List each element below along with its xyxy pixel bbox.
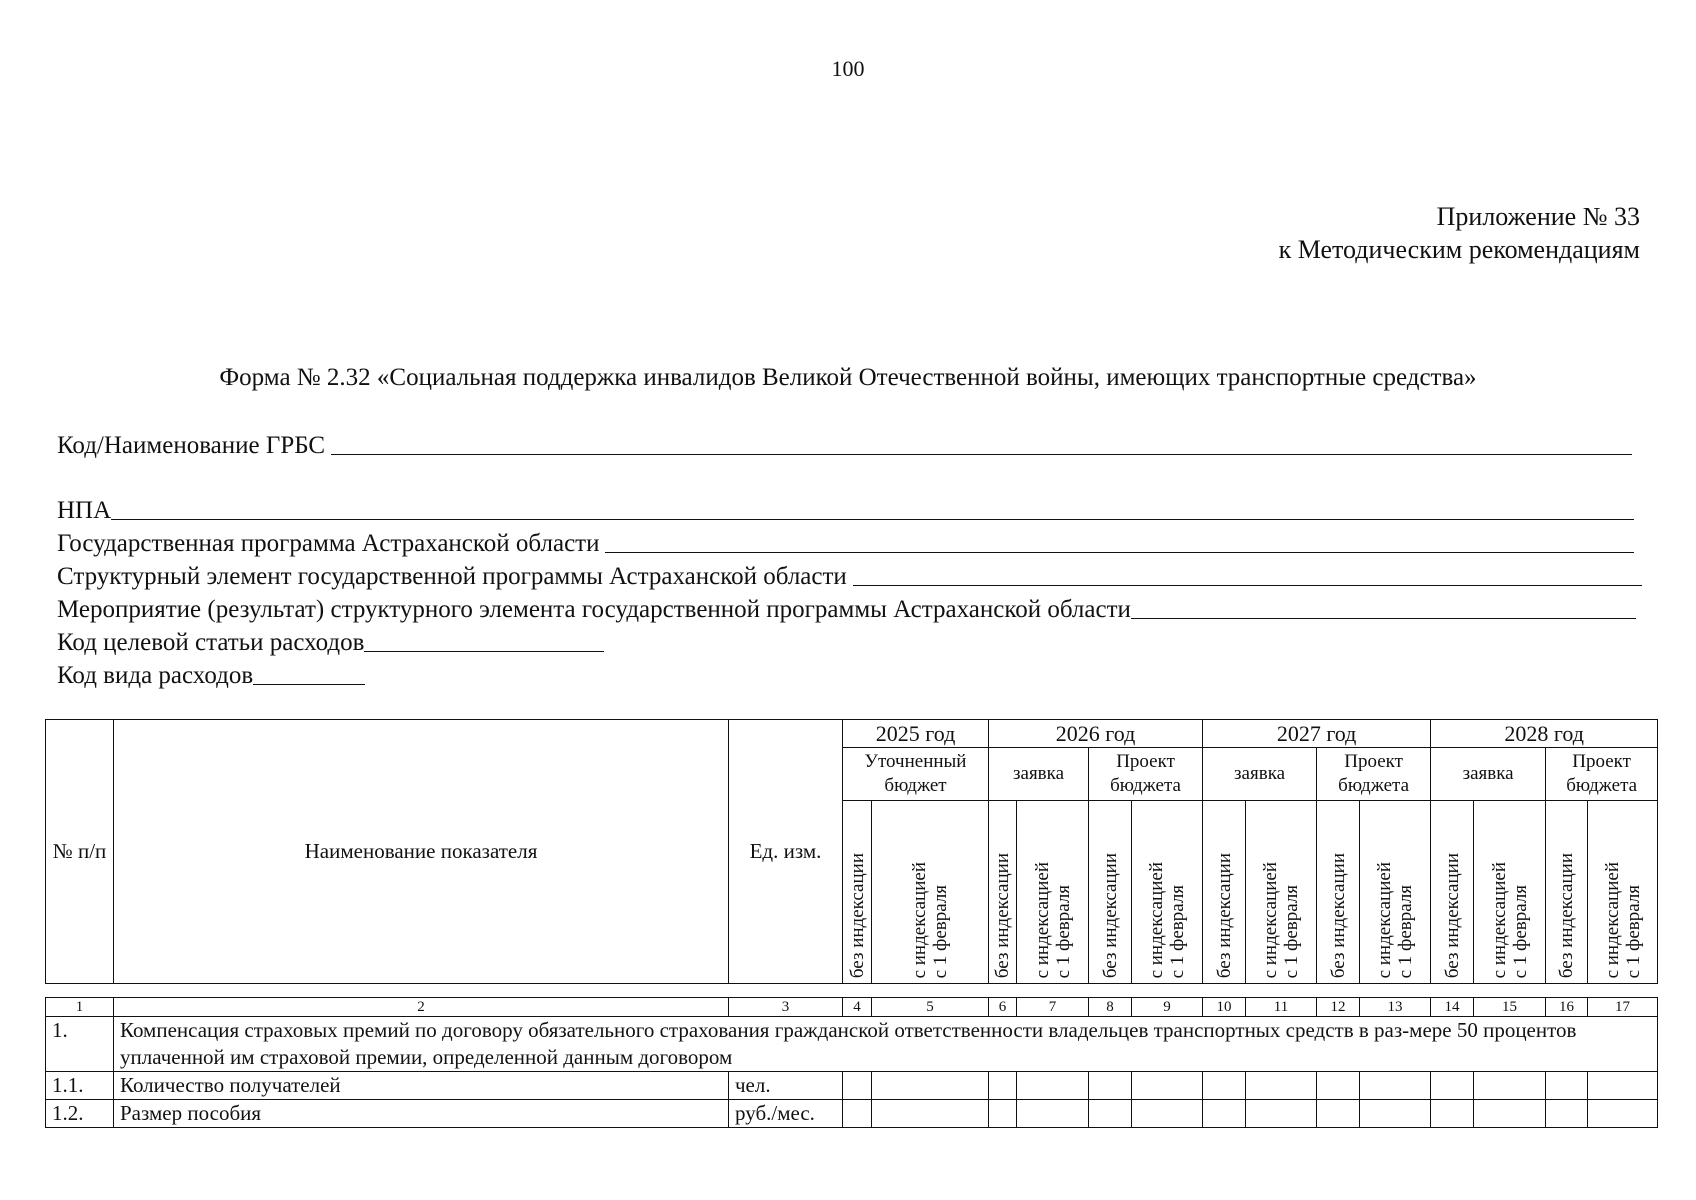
col-unit-header: Ед. изм. <box>729 720 843 984</box>
expense-type-field <box>57 657 1642 690</box>
measure-field <box>57 591 1642 624</box>
header-table <box>45 719 1658 984</box>
draft-budget-2027: Проект бюджета <box>1317 748 1431 801</box>
value-cell[interactable] <box>1317 1100 1360 1128</box>
column-number: 17 <box>1588 998 1658 1017</box>
with-index-line1: с индексацией <box>1601 861 1623 978</box>
year-2026-header: 2026 год <box>989 720 1203 748</box>
value-cell[interactable] <box>1431 1072 1474 1100</box>
value-cell[interactable] <box>1474 1072 1546 1100</box>
appendix-line-1: Приложение № 33 <box>1436 202 1640 231</box>
value-cell[interactable] <box>872 1100 989 1128</box>
value-cell[interactable] <box>1474 1100 1546 1128</box>
row-1-2-unit: руб./мес. <box>729 1100 843 1128</box>
with-index-label <box>1602 854 1644 978</box>
value-cell[interactable] <box>1546 1100 1588 1128</box>
with-index-label <box>1374 854 1416 978</box>
no-index-label: без индексации <box>992 852 1014 978</box>
with-index-header <box>1360 801 1431 984</box>
with-index-line1: с индексацией <box>1488 861 1510 978</box>
request-2027: заявка <box>1203 748 1317 801</box>
with-index-line1: с индексацией <box>909 861 930 978</box>
column-number: 7 <box>1017 998 1089 1017</box>
column-number: 8 <box>1089 998 1132 1017</box>
value-cell[interactable] <box>843 1100 872 1128</box>
row-1-name: Компенсация страховых премий по договору обязательного страхования гражданской ответственности владельцев транспортных средств в раз-мере 50 процентов уплаченной им страховой премии, определенной данным договором <box>114 1017 1658 1072</box>
value-cell[interactable] <box>1132 1072 1203 1100</box>
draft-budget-2028: Проект бюджета <box>1546 748 1658 801</box>
refined-budget-2025: Уточненный бюджет <box>843 748 989 801</box>
structural-element-blank[interactable] <box>853 585 1642 586</box>
npa-field <box>57 492 1642 525</box>
table-row-1-2 <box>46 1100 1658 1128</box>
with-index-line2: с 1 февраля <box>1622 884 1644 978</box>
with-index-header <box>1132 801 1203 984</box>
value-cell[interactable] <box>989 1072 1017 1100</box>
body-table <box>45 997 1658 1128</box>
value-cell[interactable] <box>1017 1100 1089 1128</box>
target-article-blank[interactable] <box>364 651 604 652</box>
appendix-header <box>1279 200 1640 266</box>
no-index-label: без индексации <box>1556 852 1578 978</box>
column-number: 16 <box>1546 998 1588 1017</box>
column-number: 14 <box>1431 998 1474 1017</box>
with-index-header <box>1474 801 1546 984</box>
with-index-label <box>1032 854 1074 978</box>
value-cell[interactable] <box>872 1072 989 1100</box>
program-label: Государственная программа Астраханской области <box>57 530 600 557</box>
no-index-header <box>1317 801 1360 984</box>
with-index-line1: с индексацией <box>1031 861 1053 978</box>
with-index-line1: с индексацией <box>1146 861 1168 978</box>
npa-blank[interactable] <box>111 519 1634 520</box>
program-field <box>57 525 1642 558</box>
column-number: 15 <box>1474 998 1546 1017</box>
no-index-label: без индексации <box>1213 852 1235 978</box>
with-index-line1: с индексацией <box>1374 861 1396 978</box>
with-index-line2: с 1 февраля <box>1395 884 1417 978</box>
year-2027-header: 2027 год <box>1203 720 1431 748</box>
no-index-label: без индексации <box>1441 852 1463 978</box>
with-index-line1: с индексацией <box>1260 861 1282 978</box>
value-cell[interactable] <box>1246 1072 1317 1100</box>
column-number: 12 <box>1317 998 1360 1017</box>
request-2026: заявка <box>989 748 1089 801</box>
value-cell[interactable] <box>1317 1072 1360 1100</box>
grbs-field <box>57 427 1642 460</box>
year-2025-header: 2025 год <box>843 720 989 748</box>
with-index-line2: с 1 февраля <box>1052 884 1074 978</box>
no-index-header <box>1203 801 1246 984</box>
column-number: 13 <box>1360 998 1431 1017</box>
appendix-line-2: к Методическим рекомендациям <box>1278 235 1640 264</box>
expense-type-blank[interactable] <box>253 684 365 685</box>
no-index-label: без индексации <box>1099 852 1121 978</box>
col-name-header: Наименование показателя <box>114 720 729 984</box>
value-cell[interactable] <box>1588 1100 1658 1128</box>
column-number: 3 <box>729 998 843 1017</box>
value-cell[interactable] <box>1203 1072 1246 1100</box>
year-2028-header: 2028 год <box>1431 720 1658 748</box>
draft-budget-2026: Проект бюджета <box>1089 748 1203 801</box>
with-index-line2: с 1 февраля <box>1167 884 1189 978</box>
row-1-2-num: 1.2. <box>46 1100 114 1128</box>
column-number: 9 <box>1132 998 1203 1017</box>
no-index-label: без индексации <box>1327 852 1349 978</box>
value-cell[interactable] <box>1017 1072 1089 1100</box>
column-number: 10 <box>1203 998 1246 1017</box>
with-index-label <box>909 854 951 978</box>
grbs-blank[interactable] <box>331 454 1632 455</box>
with-index-label <box>1489 854 1531 978</box>
program-blank[interactable] <box>605 552 1634 553</box>
structural-element-label: Структурный элемент государственной программы Астраханской области <box>57 563 847 590</box>
value-cell[interactable] <box>1132 1100 1203 1128</box>
value-cell[interactable] <box>843 1072 872 1100</box>
with-index-line2: с 1 февраля <box>1509 884 1531 978</box>
expense-type-label: Код вида расходов <box>57 662 254 689</box>
request-2028: заявка <box>1431 748 1546 801</box>
value-cell[interactable] <box>1360 1100 1431 1128</box>
form-fields <box>57 427 1642 690</box>
column-number: 5 <box>872 998 989 1017</box>
value-cell[interactable] <box>1588 1072 1658 1100</box>
no-index-header <box>1546 801 1588 984</box>
npa-label: НПА <box>57 497 112 524</box>
with-index-header <box>872 801 989 984</box>
with-index-label <box>1146 854 1188 978</box>
grbs-label: Код/Наименование ГРБС <box>57 432 326 459</box>
with-index-label <box>1260 854 1302 978</box>
table-row-1 <box>46 1017 1658 1072</box>
table-row-1-1 <box>46 1072 1658 1100</box>
with-index-line2: с 1 февраля <box>1281 884 1303 978</box>
row-1-2-name: Размер пособия <box>114 1100 729 1128</box>
page-number: 100 <box>831 56 865 81</box>
column-number: 2 <box>114 998 729 1017</box>
value-cell[interactable] <box>1546 1072 1588 1100</box>
col-num-header: № п/п <box>46 720 114 984</box>
with-index-line2: с 1 февраля <box>930 884 951 978</box>
row-1-1-num: 1.1. <box>46 1072 114 1100</box>
target-article-field <box>57 624 1642 657</box>
with-index-header <box>1017 801 1089 984</box>
target-article-label: Код целевой статьи расходов <box>57 629 365 656</box>
structural-element-field <box>57 558 1642 591</box>
form-title: Форма № 2.32 «Социальная поддержка инвалидов Великой Отечественной войны, имеющих транспортные средства» <box>219 364 1477 391</box>
no-index-header <box>843 801 872 984</box>
column-number: 4 <box>843 998 872 1017</box>
value-cell[interactable] <box>989 1100 1017 1128</box>
value-cell[interactable] <box>1203 1100 1246 1128</box>
column-number: 1 <box>46 998 114 1017</box>
row-1-1-unit: чел. <box>729 1072 843 1100</box>
value-cell[interactable] <box>1360 1072 1431 1100</box>
no-index-label: без индексации <box>846 852 868 978</box>
with-index-header <box>1246 801 1317 984</box>
measure-label: Мероприятие (результат) структурного элемента государственной программы Астраханской области <box>57 596 1131 623</box>
value-cell[interactable] <box>1089 1072 1132 1100</box>
row-1-1-name: Количество получателей <box>114 1072 729 1100</box>
value-cell[interactable] <box>1246 1100 1317 1128</box>
no-index-header <box>989 801 1017 984</box>
value-cell[interactable] <box>1089 1100 1132 1128</box>
with-index-header <box>1588 801 1658 984</box>
measure-blank[interactable] <box>1131 618 1636 619</box>
no-index-header <box>1431 801 1474 984</box>
column-number: 6 <box>989 998 1017 1017</box>
row-1-num: 1. <box>46 1017 114 1072</box>
no-index-header <box>1089 801 1132 984</box>
value-cell[interactable] <box>1431 1100 1474 1128</box>
column-number: 11 <box>1246 998 1317 1017</box>
